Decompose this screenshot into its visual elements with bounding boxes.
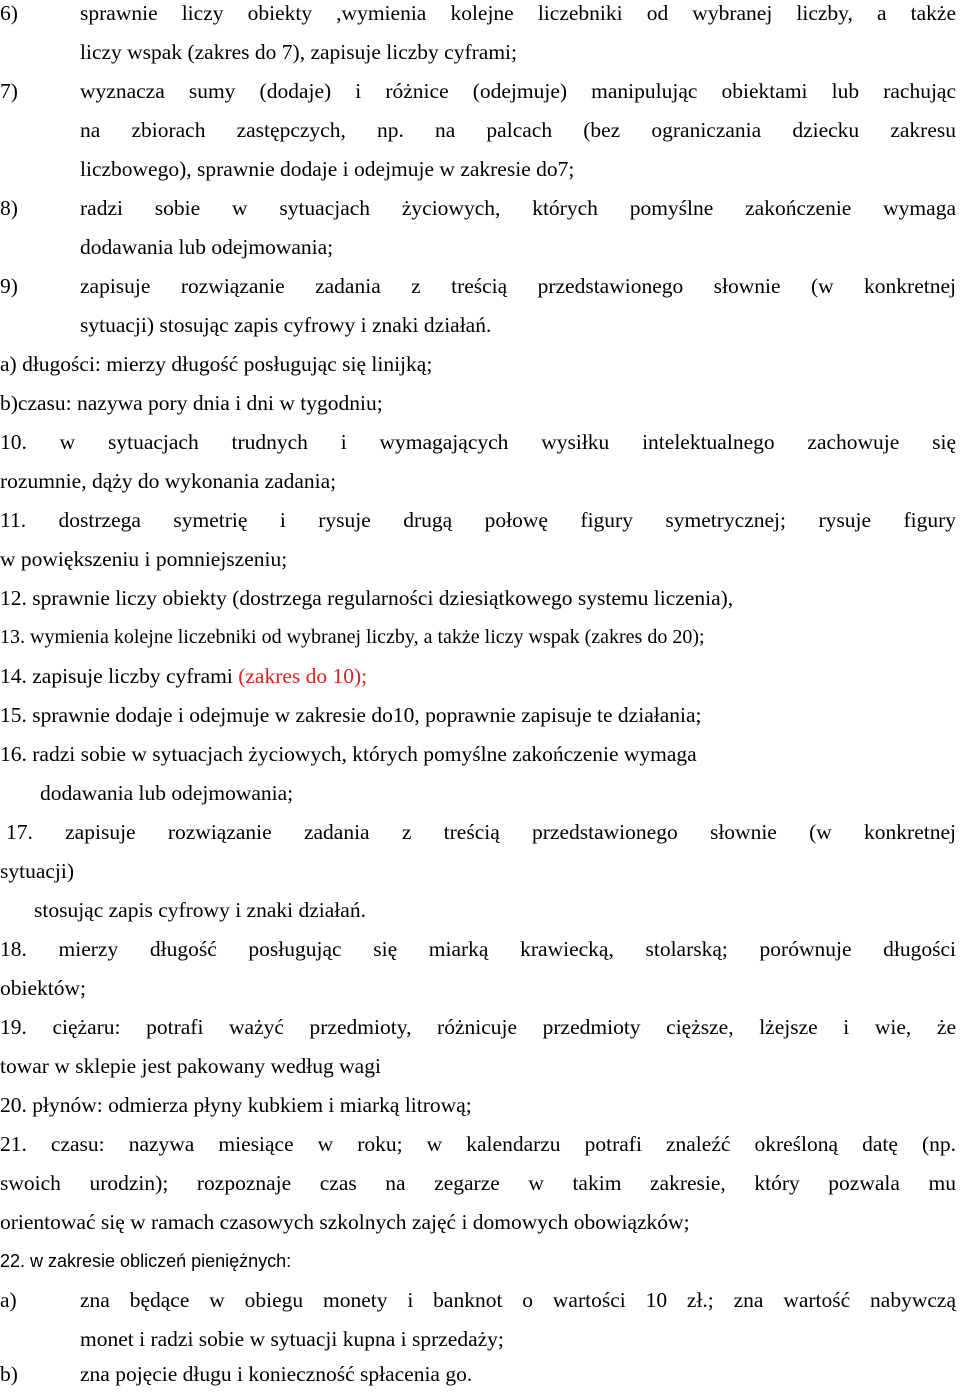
- item-10-line-2: rozumnie, dąży do wykonania zadania;: [0, 469, 337, 493]
- item-18-line-2: obiektów;: [0, 976, 86, 1000]
- item-14: [0, 657, 956, 696]
- item-text: radzi sobie w sytuacjach życiowych, których pomyślne zakończenie wymaga: [80, 196, 956, 220]
- item-17-line-3: stosując zapis cyfrowy i znaki działań.: [34, 898, 366, 922]
- subitem-b-time: b)czasu: nazywa pory dnia i dni w tygodniu;: [0, 391, 383, 415]
- item-9-line-2: [0, 306, 956, 345]
- item-7-line-2: [0, 111, 956, 150]
- item-19-line-1: 19. ciężaru: potrafi ważyć przedmioty, różnicuje przedmioty cięższe, lżejsze i wie, że: [0, 1015, 956, 1039]
- item-8-line-2: [0, 228, 956, 267]
- item-text: dodawania lub odejmowania;: [80, 235, 334, 259]
- item-number: 9): [0, 274, 18, 298]
- item-number: a): [0, 1288, 17, 1312]
- item-12: 12. sprawnie liczy obiekty (dostrzega regularności dziesiątkowego systemu liczenia),: [0, 586, 734, 610]
- item-text: zna pojęcie długu i konieczność spłacenia go.: [80, 1362, 473, 1386]
- item-11-line-2: w powiększeniu i pomniejszeniu;: [0, 547, 288, 571]
- item-text: sytuacji) stosując zapis cyfrowy i znaki działań.: [80, 313, 492, 337]
- item-text: monet i radzi sobie w sytuacji kupna i sprzedaży;: [80, 1327, 504, 1351]
- item-6-line-1: [0, 0, 956, 33]
- item-6-line-2: [0, 33, 956, 72]
- item-7-line-1: [0, 72, 956, 111]
- item-text: na zbiorach zastępczych, np. na palcach (bez ograniczania dziecku zakresu: [80, 118, 956, 142]
- item-text: zna będące w obiegu monety i banknot o wartości 10 zł.; zna wartość nabywczą: [80, 1288, 956, 1312]
- item-21-line-3: orientować się w ramach czasowych szkolnych zajęć i domowych obowiązków;: [0, 1210, 690, 1234]
- item-number: 6): [0, 1, 18, 25]
- item-number: 8): [0, 196, 18, 220]
- item-text: liczbowego), sprawnie dodaje i odejmuje w zakresie do7;: [80, 157, 575, 181]
- subitem-b-debt: [0, 1355, 956, 1394]
- item-21-line-2: swoich urodzin); rozpoznaje czas na zegarze w takim zakresie, który pozwala mu: [0, 1171, 956, 1195]
- item-18-line-1: 18. mierzy długość posługując się miarką krawiecką, stolarską; porównuje długości: [0, 937, 956, 961]
- item-15: 15. sprawnie dodaje i odejmuje w zakresie do10, poprawnie zapisuje te działania;: [0, 703, 702, 727]
- highlighted-range: (zakres do 10);: [238, 664, 368, 688]
- item-11-line-1: 11. dostrzega symetrię i rysuje drugą połowę figury symetrycznej; rysuje figury: [0, 508, 956, 532]
- item-text: sprawnie liczy obiekty ,wymienia kolejne liczebniki od wybranej liczby, a także: [80, 1, 956, 25]
- item-9-line-1: [0, 267, 956, 306]
- item-10-line-1: 10. w sytuacjach trudnych i wymagających wysiłku intelektualnego zachowuje się: [0, 430, 956, 454]
- item-17-line-1: 17. zapisuje rozwiązanie zadania z treścią przedstawionego słownie (w konkretnej: [6, 820, 956, 844]
- item-number: b): [0, 1362, 18, 1386]
- subitem-a-money-line-2: [0, 1320, 956, 1359]
- item-text: wyznacza sumy (dodaje) i różnice (odejmuje) manipulując obiektami lub rachując: [80, 79, 956, 103]
- item-13: 13. wymienia kolejne liczebniki od wybranej liczby, a także liczy wspak (zakres do 20);: [0, 626, 705, 648]
- item-text: 14. zapisuje liczby cyframi: [0, 664, 239, 688]
- item-8-line-1: [0, 189, 956, 228]
- subitem-a-length: a) długości: mierzy długość posługując się linijką;: [0, 352, 433, 376]
- item-number: 7): [0, 79, 18, 103]
- item-20: 20. płynów: odmierza płyny kubkiem i miarką litrową;: [0, 1093, 472, 1117]
- item-text: liczy wspak (zakres do 7), zapisuje liczby cyframi;: [80, 40, 517, 64]
- subitem-a-money-line-1: [0, 1281, 956, 1320]
- item-22-heading: 22. w zakresie obliczeń pieniężnych:: [0, 1251, 292, 1271]
- item-19-line-2: towar w sklepie jest pakowany według wagi: [0, 1054, 381, 1078]
- item-21-line-1: 21. czasu: nazywa miesiące w roku; w kalendarzu potrafi znaleźć określoną datę (np.: [0, 1132, 956, 1156]
- item-16-line-2: dodawania lub odejmowania;: [40, 781, 294, 805]
- item-text: zapisuje rozwiązanie zadania z treścią przedstawionego słownie (w konkretnej: [80, 274, 956, 298]
- item-7-line-3: [0, 150, 956, 189]
- item-16-line-1: 16. radzi sobie w sytuacjach życiowych, których pomyślne zakończenie wymaga: [0, 742, 697, 766]
- item-17-line-2: sytuacji): [0, 859, 75, 883]
